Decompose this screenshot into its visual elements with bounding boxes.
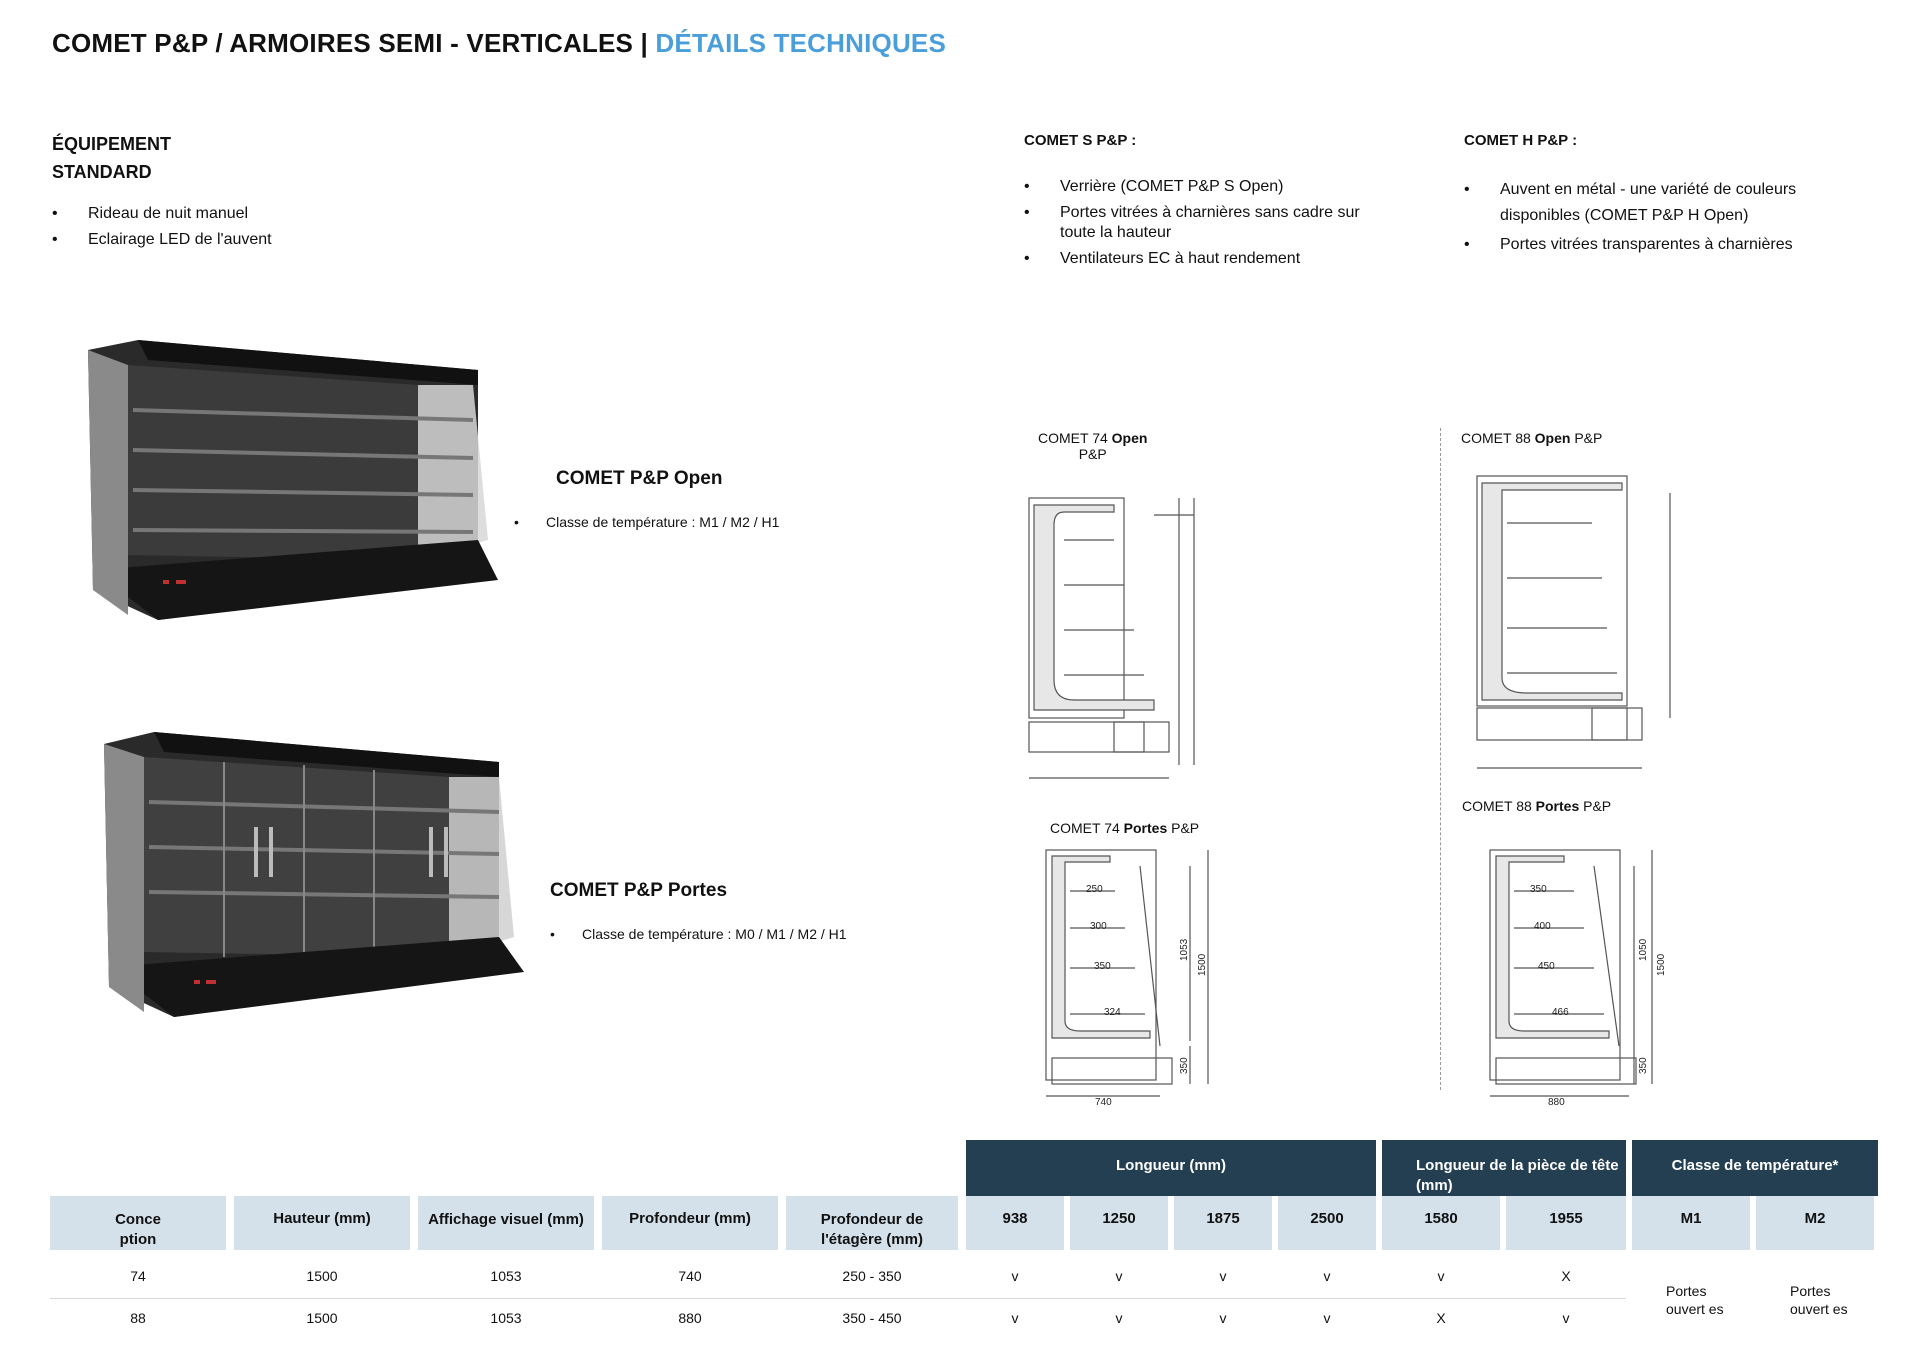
diagram-divider [1440,428,1441,1090]
comet-h-section [1464,132,1864,261]
row1-concept: 74 [130,1268,146,1284]
row1-etagere: 250 - 350 [842,1268,902,1284]
row1-longueur: v [1115,1268,1123,1284]
diagram-88-open [1472,468,1682,778]
shelf-dim: 350 [1094,961,1111,972]
row1-tete: v [1437,1268,1445,1284]
standard-list [52,204,432,250]
height-dim: 350 [1638,1057,1649,1074]
col-profondeur: Profondeur (mm) [602,1196,778,1250]
row2-tete: X [1436,1310,1446,1326]
diagram-88-portes-label: COMET 88 Portes P&P [1462,798,1612,814]
col-affichage: Affichage visuel (mm) [418,1196,594,1250]
header-classe: Classe de température* [1632,1140,1878,1196]
col-tete: 1580 [1382,1196,1500,1250]
diagram-74-portes-label: COMET 74 Portes P&P [1050,820,1200,836]
width-dim: 740 [1095,1097,1112,1106]
col-hauteur: Hauteur (mm) [234,1196,410,1250]
classe-m1-value: Portes ouvert es [1666,1283,1724,1317]
row2-longueur: v [1011,1310,1019,1326]
product-portes-bullets [550,924,847,950]
product-open-title: COMET P&P Open [556,468,723,489]
row2-hauteur: 1500 [306,1310,338,1326]
row1-affichage: 1053 [490,1268,522,1284]
comet-s-section [1024,132,1384,275]
comet-portes-photo [104,732,534,1022]
row2-longueur: v [1219,1310,1227,1326]
height-dim: 350 [1179,1057,1190,1074]
row-divider [50,1298,1626,1299]
row2-profondeur: 880 [678,1310,702,1326]
col-longueur: 1250 [1070,1196,1168,1250]
row2-longueur: v [1323,1310,1331,1326]
shelf-dim: 250 [1086,884,1103,895]
comet-s-list [1024,177,1384,269]
height-dim: 1500 [1197,953,1208,976]
comet-s-item: • Portes vitrées à charnières sans cadre sur toute la hauteur [1024,203,1384,243]
page-title-main: COMET P&P / ARMOIRES SEMI - VERTICALES | [52,28,656,58]
page-title-accent: DÉTAILS TECHNIQUES [655,28,946,58]
comet-s-item: • Ventilateurs EC à haut rendement [1024,249,1384,269]
standard-heading-line1: ÉQUIPEMENT [52,134,172,154]
row1-tete: X [1561,1268,1571,1284]
classe-m2-value: Portes ouvert es [1790,1283,1848,1317]
comet-h-item: • Portes vitrées transparentes à charnières [1464,235,1864,255]
row2-concept: 88 [130,1310,146,1326]
row2-longueur: v [1115,1310,1123,1326]
height-dim: 1050 [1638,938,1649,961]
shelf-dim: 400 [1534,921,1551,932]
row1-longueur: v [1219,1268,1227,1284]
col-concept: Conce ption [50,1196,226,1250]
col-longueur: 1875 [1174,1196,1272,1250]
shelf-dim: 466 [1552,1007,1569,1018]
height-dim: 1053 [1179,938,1190,961]
col-classe: M1 [1632,1196,1750,1250]
standard-item: • Eclairage LED de l'auvent [52,230,432,250]
product-open-class: • Classe de température : M1 / M2 / H1 [514,512,779,532]
row1-longueur: v [1011,1268,1019,1284]
row1-hauteur: 1500 [306,1268,338,1284]
diagram-74-open-label: COMET 74 Open P&P [1038,430,1148,462]
product-open-bullets [514,512,779,538]
comet-s-item: • Verrière (COMET P&P S Open) [1024,177,1384,197]
standard-equipment-section [52,130,432,256]
diagram-74-open [1024,490,1224,800]
comet-s-heading: COMET S P&P : [1024,132,1137,149]
diagram-88-portes [1484,846,1684,1106]
col-longueur: 938 [966,1196,1064,1250]
diagram-74-portes [1040,846,1240,1106]
height-dim: 1500 [1656,953,1667,976]
row2-affichage: 1053 [490,1310,522,1326]
product-portes-title: COMET P&P Portes [550,880,728,901]
header-tete: Longueur de la pièce de tête (mm) [1382,1140,1626,1196]
header-longueur: Longueur (mm) [966,1140,1376,1196]
standard-heading-line2: STANDARD [52,162,152,182]
comet-h-list [1464,177,1864,255]
col-etagere: Profondeur de l'étagère (mm) [786,1196,958,1250]
col-tete: 1955 [1506,1196,1626,1250]
shelf-dim: 450 [1538,961,1555,972]
shelf-dim: 324 [1104,1007,1121,1018]
shelf-dim: 350 [1530,884,1547,895]
product-portes-class: • Classe de température : M0 / M1 / M2 / H1 [550,924,847,944]
comet-h-item: • Auvent en métal - une variété de couleurs disponibles (COMET P&P H Open) [1464,177,1864,229]
row2-tete: v [1562,1310,1570,1326]
row1-profondeur: 740 [678,1268,702,1284]
standard-item: • Rideau de nuit manuel [52,204,432,224]
row2-etagere: 350 - 450 [842,1310,902,1326]
comet-h-heading: COMET H P&P : [1464,132,1578,149]
col-longueur: 2500 [1278,1196,1376,1250]
row1-longueur: v [1323,1268,1331,1284]
col-classe: M2 [1756,1196,1874,1250]
comet-open-photo [88,340,508,630]
shelf-dim: 300 [1090,921,1107,932]
diagram-88-open-label: COMET 88 Open P&P [1461,430,1603,446]
page-title [52,28,946,59]
width-dim: 880 [1548,1097,1565,1106]
